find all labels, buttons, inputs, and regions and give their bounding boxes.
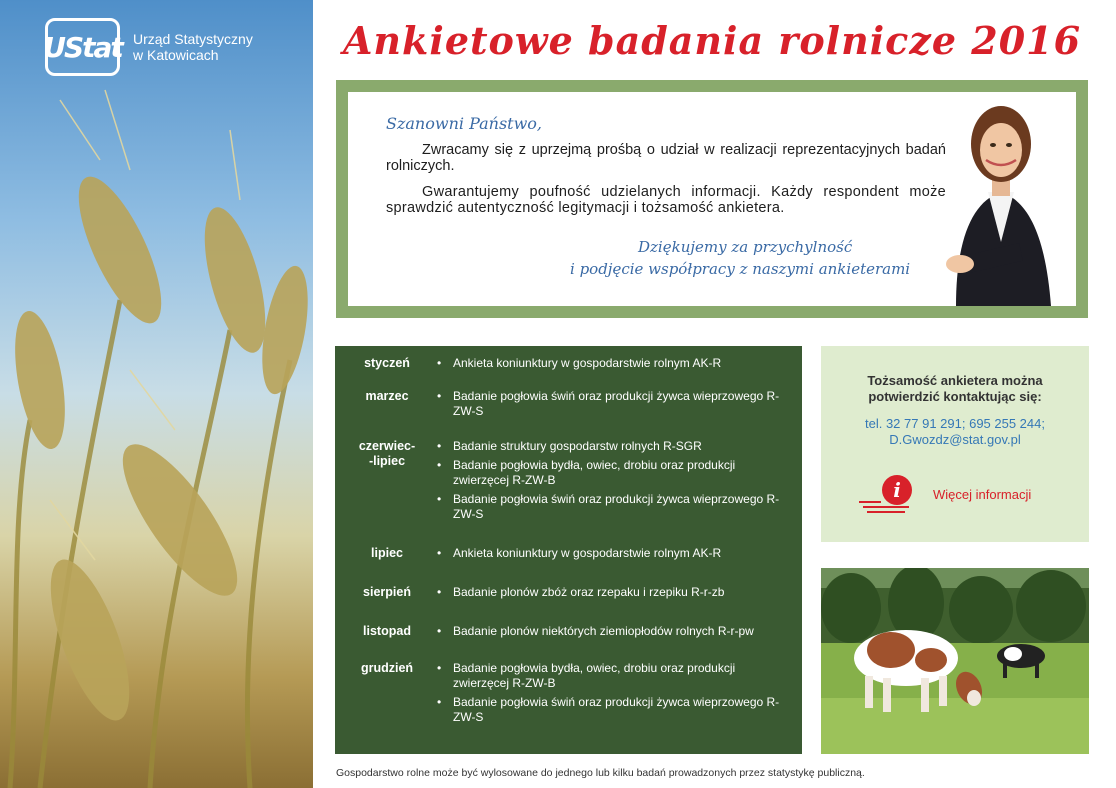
office-name	[133, 31, 253, 63]
footer-note: Gospodarstwo rolne może być wylosowane do jednego lub kilku badań prowadzonych przez statystykę publiczną.	[336, 767, 865, 779]
info-icon-glyph: i	[893, 478, 901, 502]
contact-phone[interactable]: tel. 32 77 91 291; 695 255 244;	[865, 416, 1045, 431]
schedule-item: • Badanie plonów zbóż oraz rzepaku i rzepiku R-r-zb	[435, 585, 790, 600]
office-name-line2: w Katowicach	[133, 47, 219, 63]
schedule-items	[435, 439, 790, 526]
wheat-photo-panel	[0, 0, 313, 788]
schedule-month-part2: -lipiec	[368, 454, 406, 468]
survey-schedule	[335, 346, 802, 754]
logo-text: UStat	[43, 30, 122, 64]
thanks-line-2: i podjęcie współpracy z naszymi ankieterami	[570, 260, 911, 278]
cow-pasture-photo	[821, 568, 1089, 754]
schedule-month: styczeń	[364, 356, 410, 370]
schedule-items	[435, 356, 790, 375]
schedule-items	[435, 661, 790, 729]
schedule-month: lipiec	[371, 546, 403, 560]
schedule-items	[435, 585, 790, 604]
schedule-item: • Badanie pogłowia świń oraz produkcji żywca wieprzowego R-ZW-S	[435, 492, 790, 522]
identity-verification-box	[821, 346, 1089, 542]
schedule-item: • Badanie pogłowia bydła, owiec, drobiu oraz produkcji zwierzęcej R-ZW-B	[435, 661, 790, 691]
schedule-items	[435, 389, 790, 423]
schedule-item: • Badanie pogłowia bydła, owiec, drobiu oraz produkcji zwierzęcej R-ZW-B	[435, 458, 790, 488]
schedule-row	[347, 624, 790, 643]
schedule-item: • Badanie pogłowia świń oraz produkcji żywca wieprzowego R-ZW-S	[435, 389, 790, 419]
letter-frame	[336, 80, 1088, 318]
contact-email[interactable]: D.Gwozdz@stat.gov.pl	[889, 432, 1021, 447]
more-info-link[interactable]: Więcej informacji	[933, 487, 1032, 502]
schedule-month: sierpień	[363, 585, 411, 599]
schedule-item: • Ankieta koniunktury w gospodarstwie rolnym AK-R	[435, 546, 790, 561]
schedule-row	[347, 661, 790, 729]
letter-greeting: Szanowni Państwo,	[386, 114, 543, 133]
schedule-item: • Ankieta koniunktury w gospodarstwie rolnym AK-R	[435, 356, 790, 371]
letter-paragraph-2: Gwarantujemy poufność udzielanych informacji. Każdy respondent może sprawdzić autentyczność legitymacji i tożsamość ankietera.	[386, 184, 946, 216]
page-title: Ankietowe badania rolnicze 2016	[342, 18, 1082, 63]
schedule-item: • Badanie struktury gospodarstw rolnych R-SGR	[435, 439, 790, 454]
letter-box	[348, 92, 1076, 306]
letter-paragraph-1: Zwracamy się z uprzejmą prośbą o udział w realizacji reprezentacyjnych badań rolniczych.	[386, 142, 946, 174]
schedule-month: grudzień	[360, 661, 414, 675]
schedule-row	[347, 546, 790, 565]
thanks-line-1: Dziękujemy za przychylność	[638, 238, 853, 256]
schedule-items	[435, 624, 790, 643]
schedule-row	[347, 356, 790, 375]
schedule-row	[347, 389, 790, 423]
wheat-illustration	[0, 0, 313, 788]
identity-heading	[821, 373, 1089, 405]
identity-contact	[821, 416, 1089, 448]
schedule-row	[347, 439, 790, 526]
schedule-month: marzec	[365, 389, 409, 403]
schedule-item: • Badanie plonów niektórych ziemiopłodów rolnych R-r-pw	[435, 624, 790, 639]
schedule-row	[347, 585, 790, 604]
businesswoman-figure	[926, 92, 1076, 306]
identity-heading-line1: Tożsamość ankietera można	[867, 373, 1043, 388]
ustat-logo	[45, 18, 120, 76]
schedule-month-part1: czerwiec-	[358, 439, 416, 453]
office-name-line1: Urząd Statystyczny	[133, 31, 253, 47]
info-icon[interactable]	[855, 472, 923, 516]
identity-heading-line2: potwierdzić kontaktując się:	[868, 389, 1042, 404]
schedule-month	[347, 439, 435, 469]
schedule-items	[435, 546, 790, 565]
schedule-month: listopad	[363, 624, 411, 638]
schedule-item: • Badanie pogłowia świń oraz produkcji żywca wieprzowego R-ZW-S	[435, 695, 790, 725]
